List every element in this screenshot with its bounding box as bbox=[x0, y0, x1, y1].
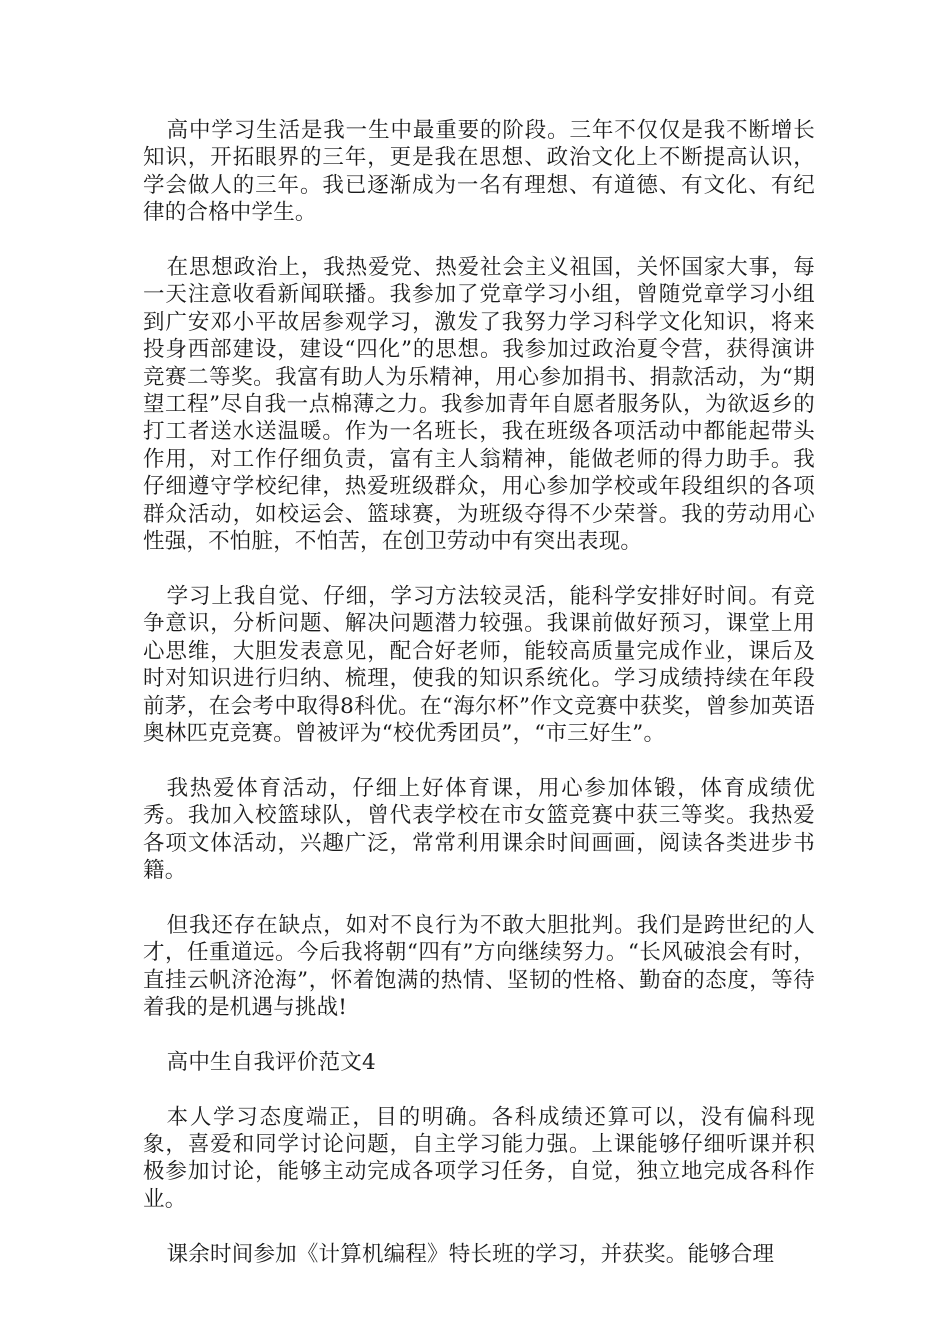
paragraph-study: 学习上我自觉、仔细，学习方法较灵活，能科学安排好时间。有竞争意识，分析问题、解决问题潜力较强。我课前做好预习，课堂上用心思维，大胆发表意见，配合好老师，能较高质量完成作业，课后及时对知识进行归纳、梳理，使我的知识系统化。学习成绩持续在年段前茅，在会考中取得8科优。在“海尔杯”作文竞赛中获奖，曾参加英语奥林匹克竞赛。曾被评为“校优秀团员”，“市三好生”。 bbox=[143, 583, 815, 746]
paragraph-shortcomings: 但我还存在缺点，如对不良行为不敢大胆批判。我们是跨世纪的人才，任重道远。今后我将朝“四有”方向继续努力。“长风破浪会有时，直挂云帆济沧海”，怀着饱满的热情、坚韧的性格、勤奋的态度，等待着我的是机遇与挑战! bbox=[143, 912, 815, 1020]
section-heading: 高中生自我评价范文4 bbox=[166, 1049, 376, 1075]
paragraph-intro: 高中学习生活是我一生中最重要的阶段。三年不仅仅是我不断增长知识，开拓眼界的三年，更是我在思想、政治文化上不断提高认识，学会做人的三年。我已逐渐成为一名有理想、有道德、有文化、有纪律的合格中学生。 bbox=[143, 118, 815, 226]
paragraph-extracurricular: 课余时间参加《计算机编程》特长班的学习，并获奖。能够合理 bbox=[166, 1241, 775, 1267]
document-body bbox=[143, 117, 815, 1295]
paragraph-attitude: 本人学习态度端正，目的明确。各科成绩还算可以，没有偏科现象，喜爱和同学讨论问题，自主学习能力强。上课能够仔细听课并积极参加讨论，能够主动完成各项学习任务，自觉，独立地完成各科作业。 bbox=[143, 1104, 815, 1212]
paragraph-sports: 我热爱体育活动，仔细上好体育课，用心参加体锻，体育成绩优秀。我加入校篮球队，曾代表学校在市女篮竞赛中获三等奖。我热爱各项文体活动，兴趣广泛，常常利用课余时间画画，阅读各类进步书籍。 bbox=[143, 775, 815, 883]
paragraph-politics: 在思想政治上，我热爱党、热爱社会主义祖国，关怀国家大事，每一天注意收看新闻联播。我参加了党章学习小组，曾随党章学习小组到广安邓小平故居参观学习，激发了我努力学习科学文化知识，将来投身西部建设，建设“四化”的思想。我参加过政治夏令营，获得演讲竞赛二等奖。我富有助人为乐精神，用心参加捐书、捐款活动，为“期望工程”尽自我一点棉薄之力。我参加青年自愿者服务队，为欲返乡的打工者送水送温暖。作为一名班长，我在班级各项活动中都能起带头作用，对工作仔细负责，富有主人翁精神，能做老师的得力助手。我仔细遵守学校纪律，热爱班级群众，用心参加学校或年段组织的各项群众活动，如校运会、篮球赛，为班级夺得不少荣誉。我的劳动用心性强，不怕脏，不怕苦，在创卫劳动中有突出表现。 bbox=[143, 255, 815, 555]
